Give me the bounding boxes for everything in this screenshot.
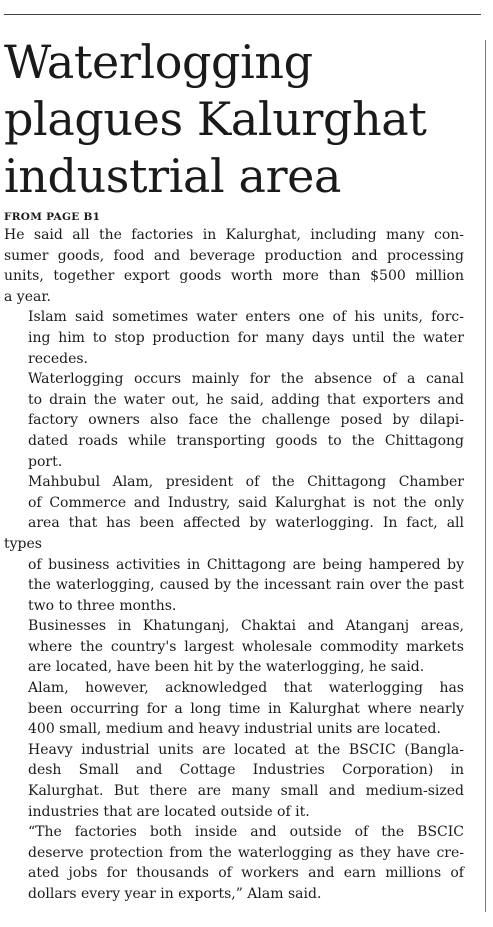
text-line: factory owners also face the challenge posed by dilapi- [28, 412, 464, 429]
text-line: to drain the water out, he said, adding that exporters and [28, 391, 464, 408]
paragraph [4, 369, 464, 472]
text-line: port. [28, 453, 63, 470]
paragraph [4, 740, 464, 822]
text-line: Mahbubul Alam, president of the Chittagong Chamber [28, 474, 464, 491]
text-line: Alam, however, acknowledged that waterlogging has [28, 680, 464, 697]
text-line: He said all the factories in Kalurghat, including many con- [4, 227, 464, 243]
text-line: of Commerce and Industry, said Kalurghat is not the only [28, 494, 464, 511]
text-line: sumer goods, food and beverage production and processing [4, 247, 464, 264]
text-line: recedes. [28, 350, 88, 367]
paragraph [4, 616, 464, 678]
text-line: Waterlogging occurs mainly for the absence of a canal [28, 371, 464, 388]
text-line: industries that are located outside of it. [28, 803, 310, 820]
text-line: Businesses in Khatunganj, Chaktai and Atanganj areas, [28, 618, 464, 635]
text-line: where the country's largest wholesale commodity markets [28, 638, 464, 655]
text-line: the waterlogging, caused by the incessant rain over the past [28, 577, 464, 594]
paragraph [4, 225, 464, 307]
paragraph [4, 307, 464, 369]
paragraph [4, 472, 464, 616]
text-line: ated jobs for thousands of workers and earn millions of [28, 865, 464, 882]
headline-line: plagues Kalurghat [4, 92, 427, 146]
text-line: Heavy industrial units are located at the BSCIC (Bangla- [28, 741, 464, 758]
headline-line: Waterlogging [4, 35, 313, 89]
text-line: desh Small and Cottage Industries Corporation) in [28, 762, 464, 779]
text-line: Kalurghat. But there are many small and medium-sized [28, 783, 464, 800]
headline [4, 34, 464, 205]
column-rule [485, 40, 486, 912]
headline-line: industrial area [4, 149, 342, 203]
text-line: deserve protection from the waterlogging as they have cre- [28, 844, 464, 861]
text-line: dollars every year in exports,” Alam said. [28, 886, 322, 902]
paragraph [4, 822, 464, 904]
text-line: are located, have been hit by the waterlogging, he said. [28, 659, 425, 676]
text-line: Islam said sometimes water enters one of his units, forc- [28, 309, 464, 326]
news-article [4, 34, 464, 905]
text-line: “The factories both inside and outside of the BSCIC [28, 824, 464, 841]
text-line: a year. [4, 288, 51, 305]
text-line: two to three months. [28, 597, 177, 614]
text-line: area that has been affected by waterlogging. In fact, all types [4, 515, 464, 552]
text-line: units, together export goods worth more than $500 million [4, 268, 464, 285]
text-line: ing him to stop production for many days until the water [28, 329, 464, 346]
text-line: 400 small, medium and heavy industrial units are located. [28, 721, 441, 738]
text-line: of business activities in Chittagong are being hampered by [28, 556, 464, 573]
paragraph [4, 678, 464, 740]
dateline: FROM PAGE B1 [4, 211, 101, 223]
article-body [4, 225, 464, 905]
top-rule [4, 14, 481, 15]
text-line: dated roads while transporting goods to the Chittagong [28, 432, 464, 449]
text-line: been occurring for a long time in Kalurghat where nearly [28, 700, 464, 717]
